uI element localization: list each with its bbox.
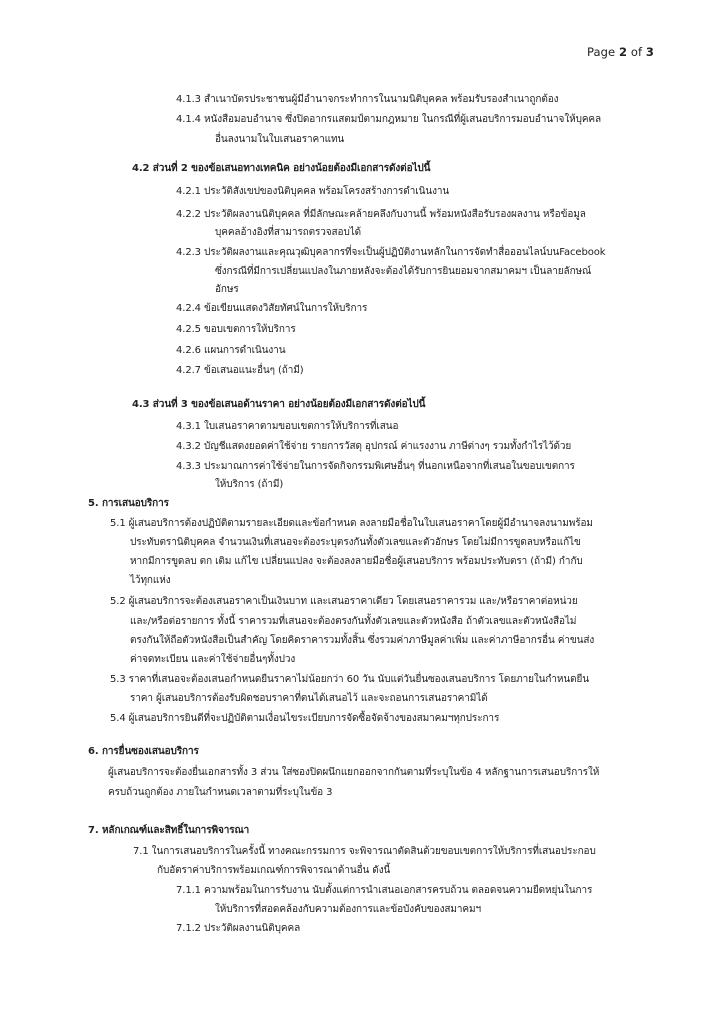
page-total: 3: [645, 45, 654, 59]
item-5-2-cont3: ค่าจดทะเบียน และค่าใช้จ่ายอื่นๆทั้งปวง: [130, 654, 296, 665]
item-5-4: 5.4 ผู้เสนอบริการยินดีที่จะปฏิบัติตามเงื่อนไขระเบียบการจัดซื้อจัดจ้างของสมาคมฯทุกประการ: [110, 713, 500, 724]
page-number: [587, 45, 654, 59]
item-4-2-3: 4.2.3 ประวัติผลงานและคุณวุฒิบุคลากรที่จะเป็นผู้ปฏิบัติงานหลักในการจัดทำสื่อออนไลน์บนFacebook: [176, 247, 606, 258]
item-5-3-cont: ราคา ผู้เสนอบริการต้องรับผิดชอบราคาที่ตนได้เสนอไว้ และจะถอนการเสนอราคามิได้: [130, 693, 488, 704]
item-4-1-4: 4.1.4 หนังสือมอบอำนาจ ซึ่งปิดอากรแสตมป์ตามกฎหมาย ในกรณีที่ผู้เสนอบริการมอบอำนาจให้บุคคล: [176, 114, 602, 125]
item-4-3-1: 4.3.1 ใบเสนอราคาตามขอบเขตการให้บริการที่เสนอ: [176, 421, 399, 432]
item-4-2-3-cont: ซึ่งกรณีที่มีการเปลี่ยนแปลงในภายหลังจะต้องได้รับการยินยอมจากสมาคมฯ เป็นลายลักษณ์: [215, 266, 592, 277]
item-7-1-1-cont: ให้บริการที่สอดคล้องกับความต้องการและข้อบังคับของสมาคมฯ: [215, 904, 481, 915]
subsection-4-2-heading: 4.2 ส่วนที่ 2 ของข้อเสนอทางเทคนิค อย่างน้อยต้องมีเอกสารดังต่อไปนี้: [132, 163, 431, 174]
subsection-4-3-heading: 4.3 ส่วนที่ 3 ของข้อเสนอด้านราคา อย่างน้อยต้องมีเอกสารดังต่อไปนี้: [132, 399, 426, 410]
item-5-2-cont2: ตรงกันให้ถือตัวหนังสือเป็นสำคัญ โดยคิดราคารวมทั้งสิ้น ซึ่งรวมค่าภาษีมูลค่าเพิ่ม และค่าภาษีอากรอื่น ค่าขนส่ง: [130, 635, 595, 646]
item-7-1: 7.1 ในการเสนอบริการในครั้งนี้ ทางคณะกรรมการ จะพิจารณาตัดสินด้วยขอบเขตการให้บริการที่เสนอประกอบ: [133, 846, 596, 857]
item-4-1-3: 4.1.3 สำเนาบัตรประชาชนผู้มีอำนาจกระทำการในนามนิติบุคคล พร้อมรับรองสำเนาถูกต้อง: [176, 94, 559, 105]
item-4-2-1: 4.2.1 ประวัติสังเขปของนิติบุคคล พร้อมโครงสร้างการดำเนินงาน: [176, 186, 450, 197]
item-4-2-6: 4.2.6 แผนการดำเนินงาน: [176, 345, 286, 356]
item-4-2-2-cont: บุคคลอ้างอิงที่สามารถตรวจสอบได้: [215, 227, 362, 238]
section-6-heading: 6. การยื่นซองเสนอบริการ: [88, 746, 199, 757]
section-7-heading: 7. หลักเกณฑ์และสิทธิ์ในการพิจารณา: [88, 825, 250, 836]
item-5-1-cont2: หากมีการขูดลบ ตก เติม แก้ไข เปลี่ยนแปลง จะต้องลงลายมือชื่อผู้เสนอบริการ พร้อมประทับตรา (ถ้ามี) กำกับ: [130, 556, 583, 567]
item-5-1-cont3: ไว้ทุกแห่ง: [130, 575, 171, 586]
item-5-2-cont1: และ/หรือต่อรายการ ทั้งนี้ ราคารวมที่เสนอจะต้องตรงกันทั้งตัวเลขและตัวหนังสือ ถ้าตัวเลขและตัวหนังสือไม่: [130, 616, 577, 627]
section-6-para: ผู้เสนอบริการจะต้องยื่นเอกสารทั้ง 3 ส่วน ใส่ซองปิดผนึกแยกออกจากกันตามที่ระบุในข้อ 4 หลักฐานการเสนอบริการให้: [108, 767, 600, 778]
item-4-1-4-cont: อื่นลงนามในใบเสนอราคาแทน: [215, 134, 345, 145]
page-word: Page: [586, 45, 616, 59]
item-4-3-3: 4.3.3 ประมาณการค่าใช้จ่ายในการจัดกิจกรรมพิเศษอื่นๆ ที่นอกเหนือจากที่เสนอในขอบเขตการ: [176, 461, 575, 472]
item-5-1-cont1: ประทับตรานิติบุคคล จำนวนเงินที่เสนอจะต้องระบุตรงกันทั้งตัวเลขและตัวอักษร โดยไม่มีการขูดลบหรือแก้ไข: [130, 537, 581, 548]
section-5-heading: 5. การเสนอบริการ: [88, 498, 169, 509]
section-6-para-cont: ครบถ้วนถูกต้อง ภายในกำหนดเวลาตามที่ระบุในข้อ 3: [108, 787, 333, 798]
item-7-1-cont: กับอัตราค่าบริการพร้อมเกณฑ์การพิจารณาด้านอื่น ดังนี้: [157, 865, 391, 876]
item-7-1-1: 7.1.1 ความพร้อมในการรับงาน นับตั้งแต่การนำเสนอเอกสารครบถ้วน ตลอดจนความยืดหยุ่นในการ: [176, 885, 593, 896]
item-4-2-2: 4.2.2 ประวัติผลงานนิติบุคคล ที่มีลักษณะคล้ายคลึงกับงานนี้ พร้อมหนังสือรับรองผลงาน หรือข้อมูล: [176, 209, 586, 220]
item-4-2-4: 4.2.4 ข้อเขียนแสดงวิสัยทัศน์ในการให้บริการ: [176, 303, 368, 314]
item-4-2-3-cont2: อักษร: [215, 284, 239, 295]
item-7-1-2: 7.1.2 ประวัติผลงานนิติบุคคล: [176, 923, 301, 934]
page-current: 2: [618, 45, 628, 59]
item-4-3-3-cont: ให้บริการ (ถ้ามี): [215, 479, 284, 490]
item-5-2: 5.2 ผู้เสนอบริการจะต้องเสนอราคาเป็นเงินบาท และเสนอราคาเดียว โดยเสนอราคารวม และ/หรือราคาต่อหน่วย: [110, 596, 578, 607]
item-5-1: 5.1 ผู้เสนอบริการต้องปฏิบัติตามรายละเอียดและข้อกำหนด ลงลายมือชื่อในใบเสนอราคาโดยผู้มีอำนาจลงนามพร้อม: [110, 518, 593, 529]
item-5-3: 5.3 ราคาที่เสนอจะต้องเสนอกำหนดยืนราคาไม่น้อยกว่า 60 วัน นับแต่วันยื่นซองเสนอบริการ โดยภายในกำหนดยืน: [110, 674, 590, 685]
item-4-3-2: 4.3.2 บัญชีแสดงยอดค่าใช้จ่าย รายการวัสดุ อุปกรณ์ ค่าแรงงาน ภาษีต่างๆ รวมทั้งกำไรไว้ด้วย: [176, 441, 572, 452]
of-word: of: [630, 45, 643, 59]
item-4-2-5: 4.2.5 ขอบเขตการให้บริการ: [176, 324, 296, 335]
item-4-2-7: 4.2.7 ข้อเสนอแนะอื่นๆ (ถ้ามี): [176, 365, 304, 376]
